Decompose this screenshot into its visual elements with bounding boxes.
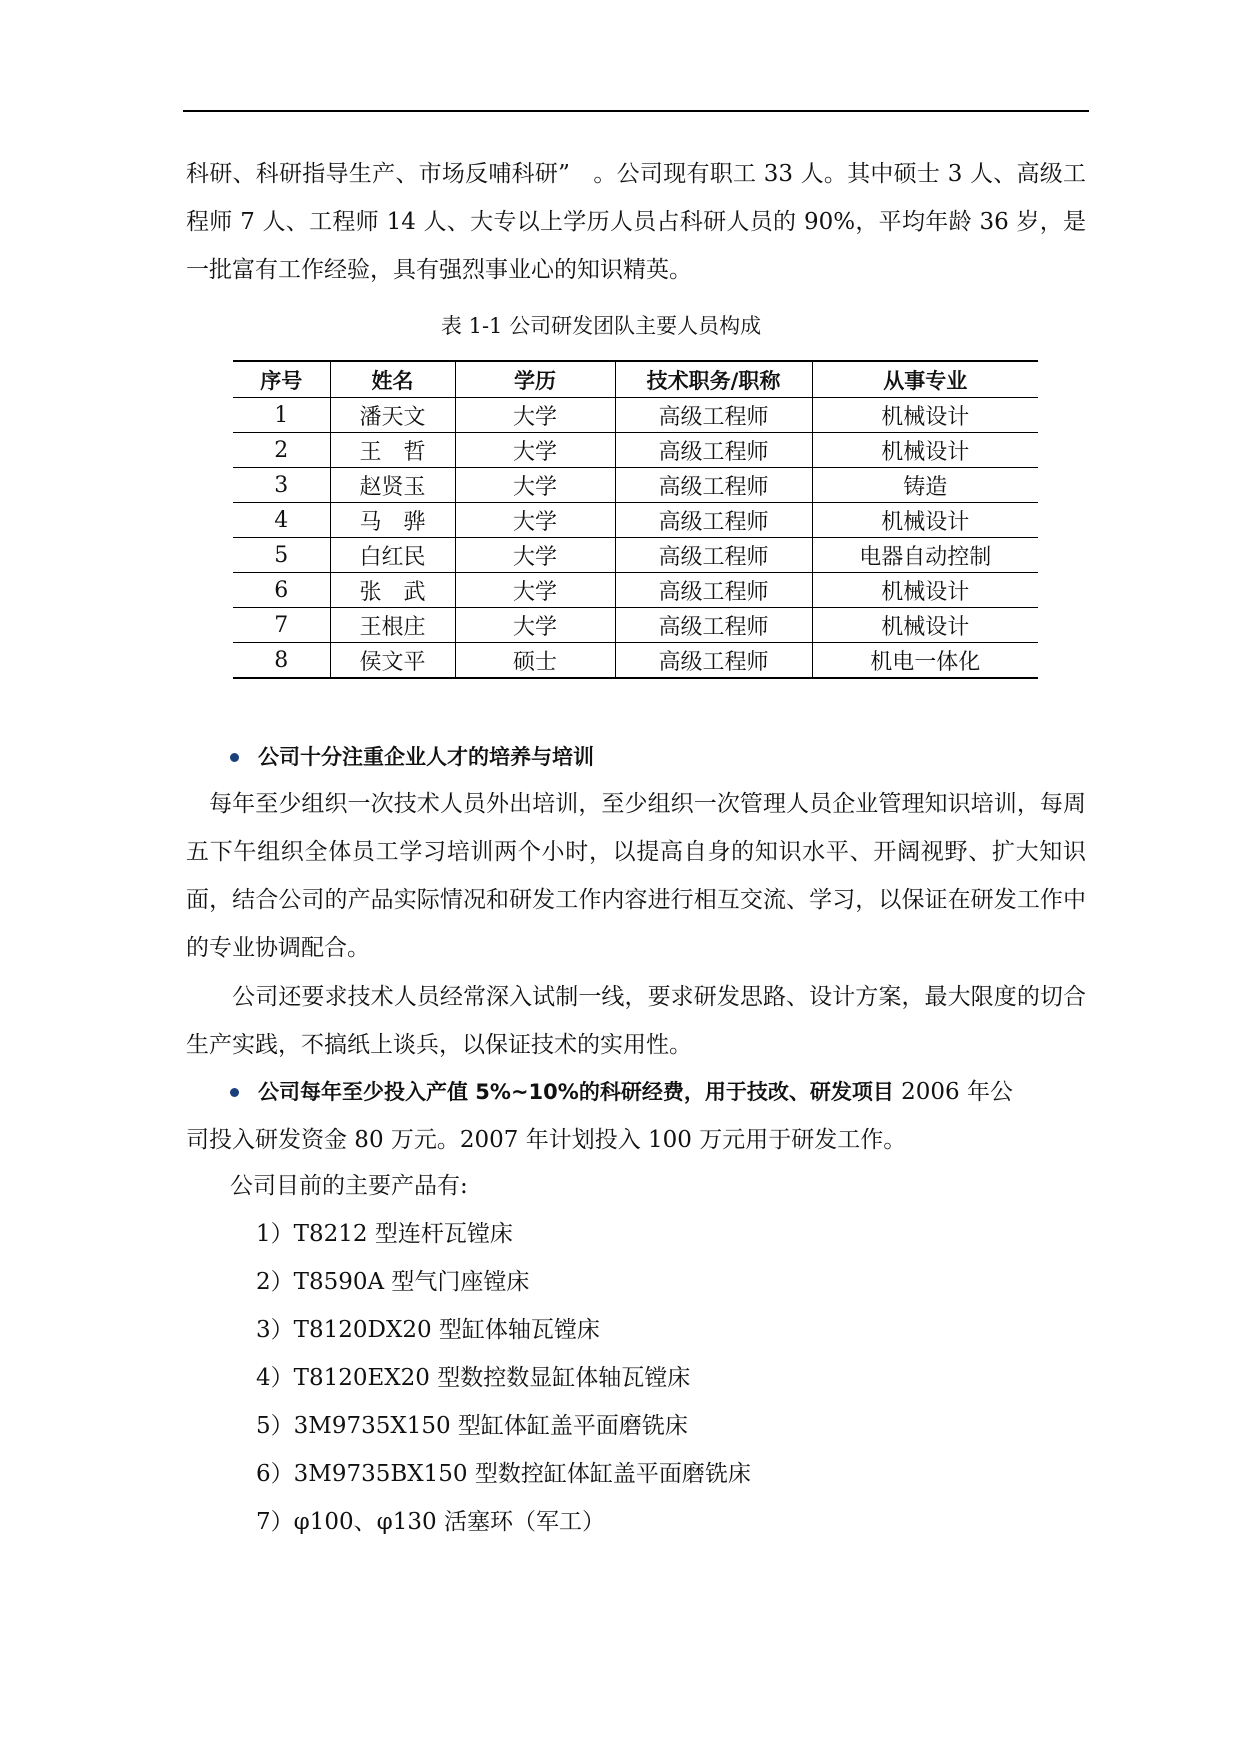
table-cell: 1 bbox=[233, 398, 330, 433]
bullet-dot-icon bbox=[230, 1088, 239, 1097]
table-cell: 侯文平 bbox=[330, 643, 455, 679]
table-cell: 大学 bbox=[455, 398, 615, 433]
table-cell: 机电一体化 bbox=[812, 643, 1038, 679]
table-row bbox=[233, 503, 1038, 538]
table-cell: 王根庄 bbox=[330, 608, 455, 643]
table-cell: 大学 bbox=[455, 468, 615, 503]
table-cell: 张 武 bbox=[330, 573, 455, 608]
table-row bbox=[233, 573, 1038, 608]
table-row bbox=[233, 433, 1038, 468]
table-cell: 高级工程师 bbox=[615, 573, 812, 608]
table-cell: 高级工程师 bbox=[615, 538, 812, 573]
table-cell: 大学 bbox=[455, 503, 615, 538]
table-cell: 硕士 bbox=[455, 643, 615, 679]
table-cell: 机械设计 bbox=[812, 398, 1038, 433]
table-cell: 机械设计 bbox=[812, 573, 1038, 608]
list-item: 3）T8120DX20 型缸体轴瓦镗床 bbox=[256, 1317, 600, 1343]
header-cell: 学历 bbox=[455, 361, 615, 398]
table-row bbox=[233, 538, 1038, 573]
bullet-line-funding bbox=[258, 1068, 1013, 1116]
bullet-heading-funding: 公司每年至少投入产值 5%~10%的科研经费，用于技改、研发项目 bbox=[258, 1080, 894, 1104]
bullet-dot-icon bbox=[230, 753, 239, 762]
header-rule bbox=[183, 110, 1089, 112]
list-item: 2）T8590A 型气门座镗床 bbox=[256, 1269, 530, 1295]
table-cell: 大学 bbox=[455, 608, 615, 643]
table-cell: 4 bbox=[233, 503, 330, 538]
table-cell: 铸造 bbox=[812, 468, 1038, 503]
table-row bbox=[233, 608, 1038, 643]
table-row bbox=[233, 468, 1038, 503]
table-cell: 6 bbox=[233, 573, 330, 608]
list-item: 7）φ100、φ130 活塞环（军工） bbox=[256, 1509, 605, 1535]
products-intro: 公司目前的主要产品有: bbox=[230, 1173, 468, 1199]
list-item: 6）3M9735BX150 型数控缸体缸盖平面磨铣床 bbox=[256, 1461, 751, 1487]
training-paragraph: 每年至少组织一次技术人员外出培训，至少组织一次管理人员企业管理知识培训，每周五下午组织全体员工学习培训两个小时，以提高自身的知识水平、开阔视野、扩大知识面，结合公司的产品实际情况和研发工作内容进行相互交流、学习，以保证在研发工作中的专业协调配合。 bbox=[186, 791, 1086, 961]
table-cell: 高级工程师 bbox=[615, 468, 812, 503]
header-cell: 从事专业 bbox=[812, 361, 1038, 398]
table-row bbox=[233, 643, 1038, 679]
table-cell: 大学 bbox=[455, 433, 615, 468]
table-row bbox=[233, 398, 1038, 433]
table-cell: 7 bbox=[233, 608, 330, 643]
table-cell: 潘天文 bbox=[330, 398, 455, 433]
table-cell: 8 bbox=[233, 643, 330, 679]
list-item: 4）T8120EX20 型数控数显缸体轴瓦镗床 bbox=[256, 1365, 691, 1391]
funding-tail: 2006 年公 bbox=[893, 1079, 1013, 1105]
table-cell: 赵贤玉 bbox=[330, 468, 455, 503]
list-item: 1）T8212 型连杆瓦镗床 bbox=[256, 1221, 513, 1247]
table-cell: 王 哲 bbox=[330, 433, 455, 468]
staff-table bbox=[233, 360, 1038, 679]
table-cell: 机械设计 bbox=[812, 433, 1038, 468]
table-cell: 高级工程师 bbox=[615, 433, 812, 468]
practice-paragraph: 公司还要求技术人员经常深入试制一线，要求研发思路、设计方案，最大限度的切合生产实践，不搞纸上谈兵，以保证技术的实用性。 bbox=[186, 984, 1086, 1058]
table-cell: 高级工程师 bbox=[615, 608, 812, 643]
table-cell: 电器自动控制 bbox=[812, 538, 1038, 573]
table-header-row bbox=[233, 361, 1038, 398]
header-cell: 序号 bbox=[233, 361, 330, 398]
funding-continuation: 司投入研发资金 80 万元。2007 年计划投入 100 万元用于研发工作。 bbox=[186, 1127, 907, 1153]
list-item: 5）3M9735X150 型缸体缸盖平面磨铣床 bbox=[256, 1413, 688, 1439]
bullet-heading-training: 公司十分注重企业人才的培养与培训 bbox=[258, 745, 594, 769]
table-cell: 3 bbox=[233, 468, 330, 503]
table-cell: 机械设计 bbox=[812, 608, 1038, 643]
table-cell: 高级工程师 bbox=[615, 643, 812, 679]
table-cell: 高级工程师 bbox=[615, 398, 812, 433]
intro-paragraph: 科研、科研指导生产、市场反哺科研” 。公司现有职工 33 人。其中硕士 3 人、高级工程师 7 人、工程师 14 人、大专以上学历人员占科研人员的 90%，平均年龄 36 岁，是一批富有工作经验，具有强烈事业心的知识精英。 bbox=[186, 161, 1086, 283]
header-cell: 姓名 bbox=[330, 361, 455, 398]
table-cell: 5 bbox=[233, 538, 330, 573]
header-cell: 技术职务/职称 bbox=[615, 361, 812, 398]
table-cell: 机械设计 bbox=[812, 503, 1038, 538]
table-cell: 大学 bbox=[455, 573, 615, 608]
table-caption: 表 1-1 公司研发团队主要人员构成 bbox=[440, 314, 762, 338]
table-cell: 高级工程师 bbox=[615, 503, 812, 538]
table-cell: 2 bbox=[233, 433, 330, 468]
table-cell: 白红民 bbox=[330, 538, 455, 573]
table-cell: 大学 bbox=[455, 538, 615, 573]
table-cell: 马 骅 bbox=[330, 503, 455, 538]
